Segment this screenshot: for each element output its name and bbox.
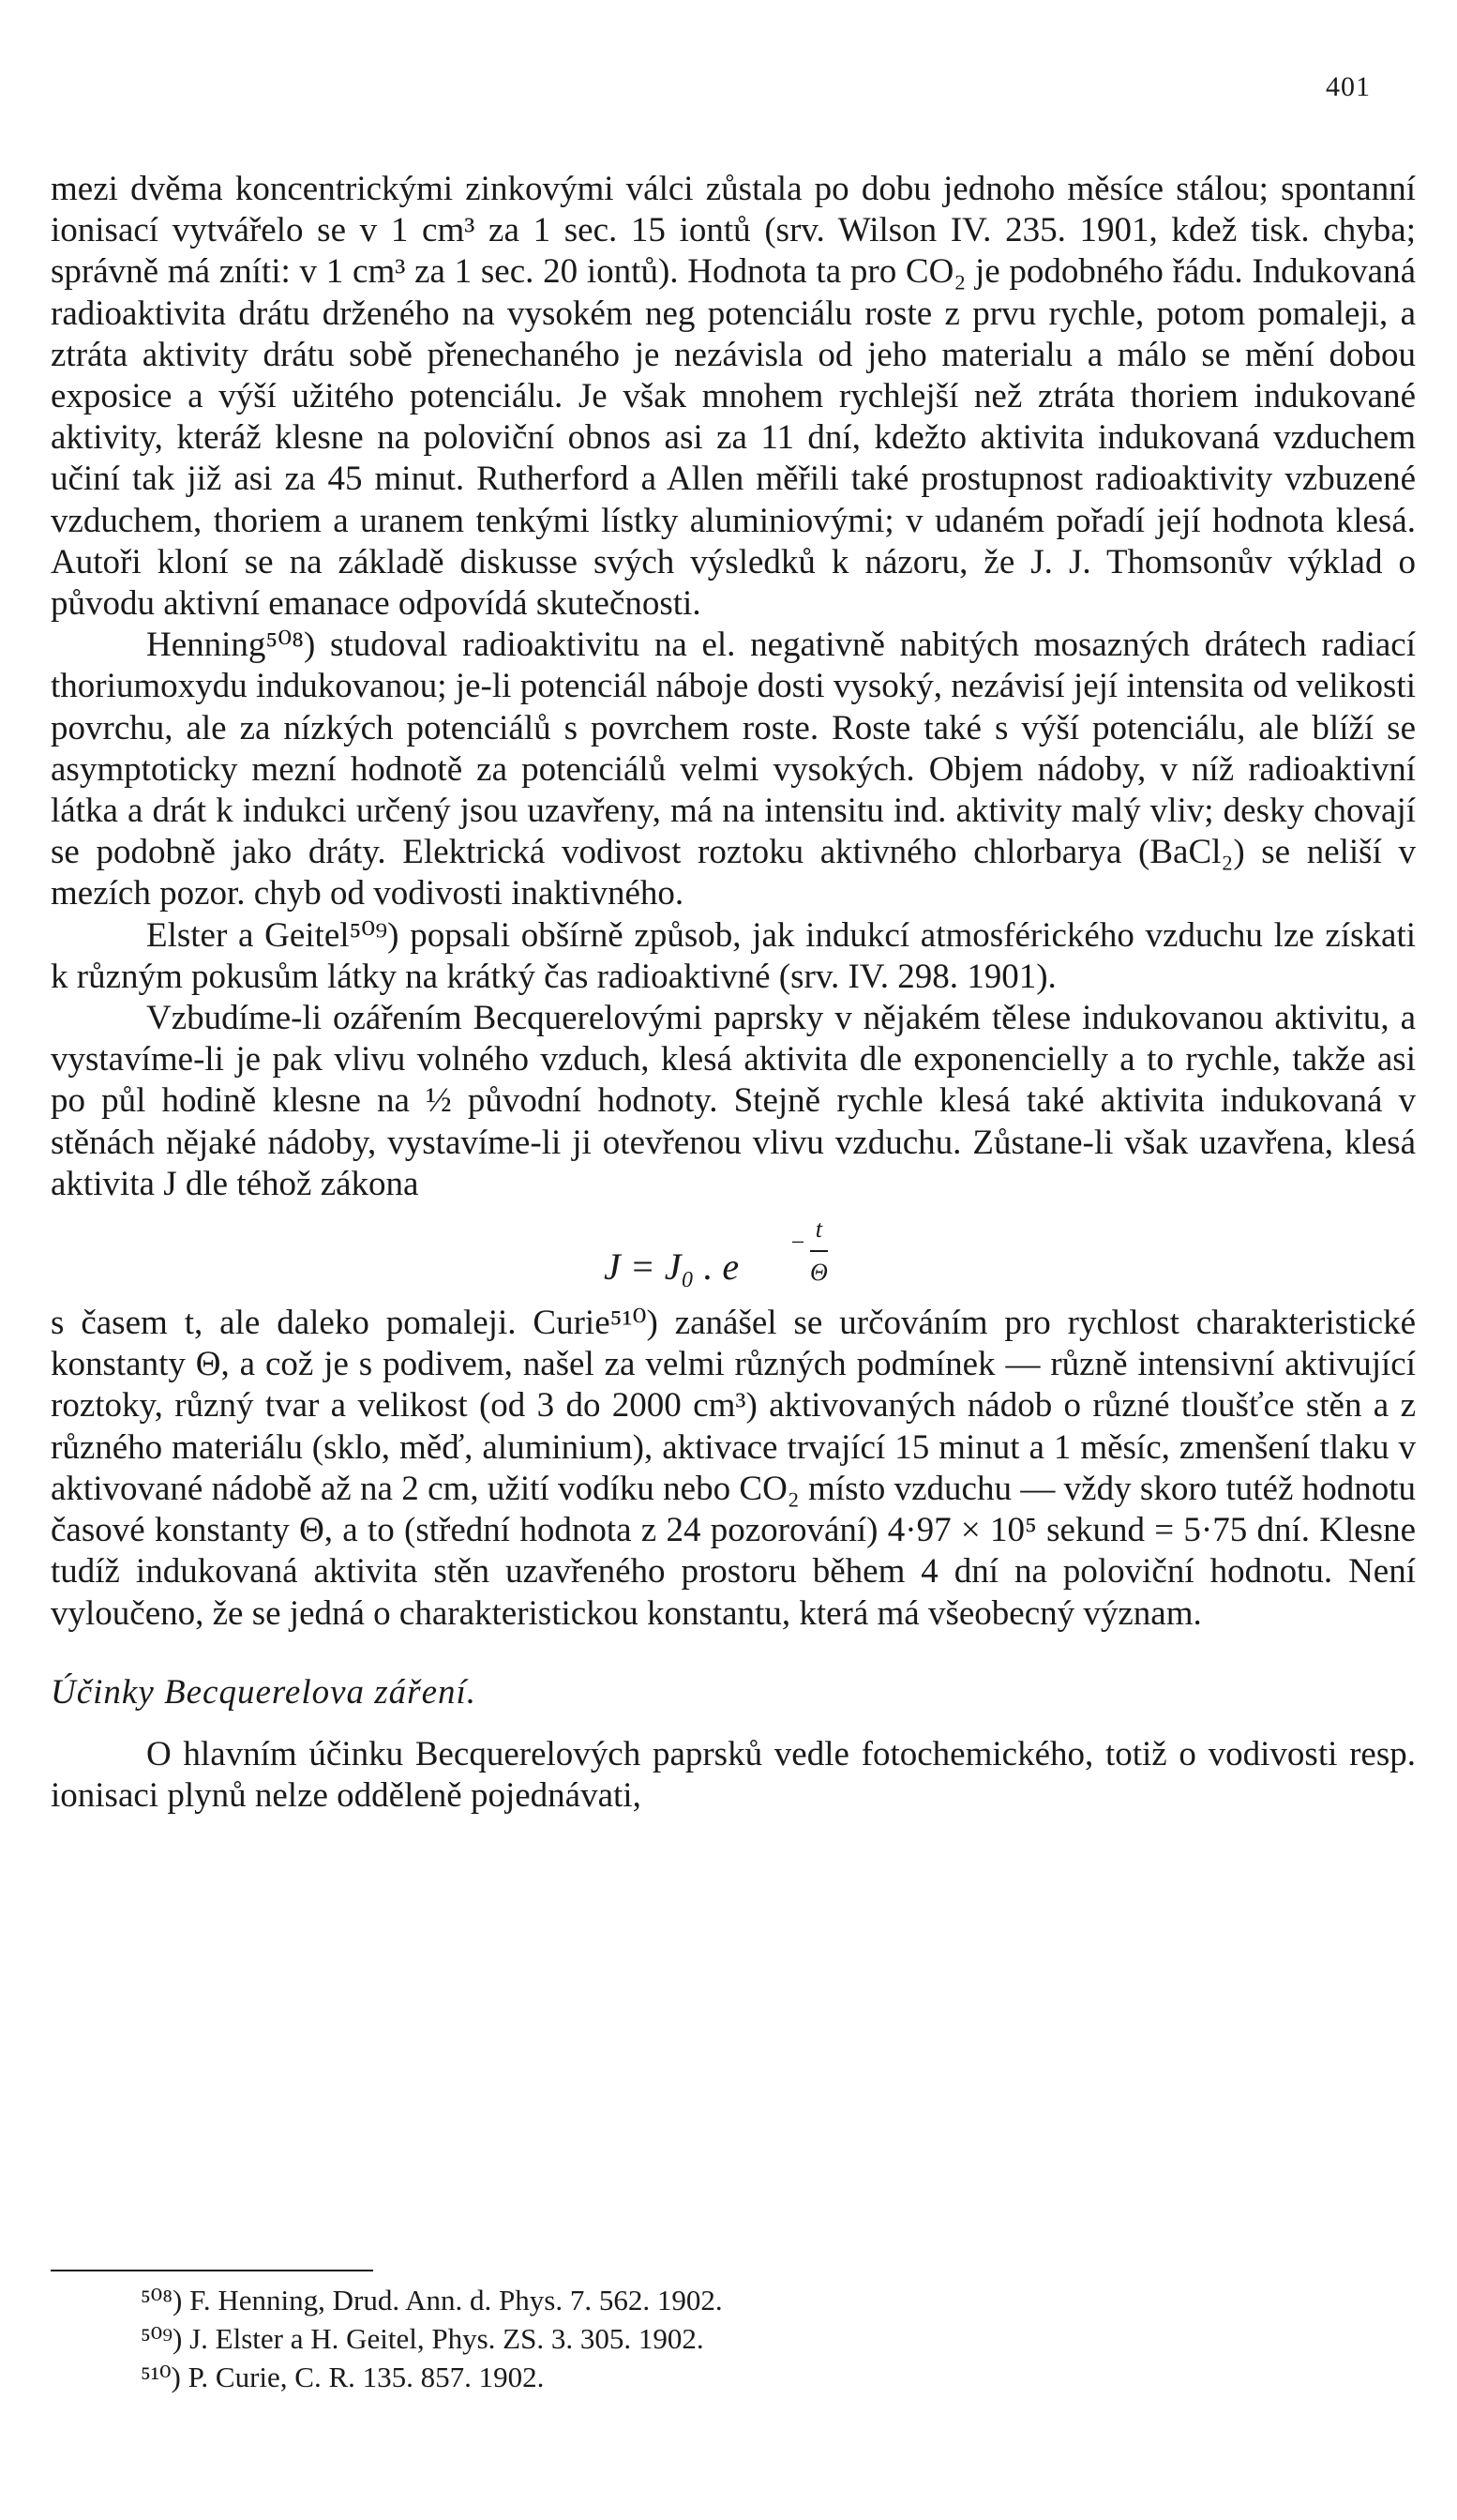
paragraph-becquerel-induced: Vzbudíme-li ozářením Becquerelovými paprsky v nějakém tělese indukovanou aktivitu, a vystavíme-li je pak vlivu volného vzduch, klesá aktivita dle exponencielly a to rychle, takže asi po půl hodině klesne na ½ původní hodnoty. Stejně rychle klesá také aktivita indukovaná v stěnách nějaké nádoby, vystavíme-li ji otevřenou vlivu vzduchu. Zůstane-li však uzavřena, klesá aktivita J dle téhož zákona — [51, 999, 1416, 1203]
section-heading: Účinky Becquerelova záření. — [51, 1672, 477, 1712]
paragraph-1: mezi dvěma koncentrickými zinkovými válci zůstala po dobu jednoho měsíce stálou; spontanní ionisací vytvářelo se v 1 cm³ za 1 sec. 15 iontů (srv. Wilson IV. 235. 1901, kdež tisk. chyba; správně má zníti: v 1 cm³ za 1 sec. 20 iontů). Hodnota ta pro CO₂ je podobného řádu. Indukovaná radioaktivita drátu drženého na vysokém neg potenciálu roste z prvu rychle, potom pomaleji, a ztráta aktivity drátu sobě přenechaného je nezávisla od jeho materialu a málo se mění dobou exposice a výší užitého potenciálu. Je však mnohem rychlejší než ztráta thoriem indukované aktivity, kteráž klesne na poloviční obnos asi za 11 dní, kdežto aktivita indukovaná vzduchem učiní tak již asi za 45 minut. Rutherford a Allen měřili také prostupnost radioaktivity vzbuzené vzduchem, thoriem a uranem tenkými lístky aluminiovými; v udaném pořadí její hodnota klesá. Autoři kloní se na základě diskusse svých výsledků k názoru, že J. J. Thomsonův výklad o původu aktivní emanace odpovídá skutečnosti. — [51, 170, 1416, 624]
decay-formula — [51, 1209, 1416, 1299]
footnotes — [141, 2281, 1359, 2396]
footnote-510: ⁵¹⁰) P. Curie, C. R. 135. 857. 1902. — [141, 2361, 545, 2393]
footnote-rule — [51, 2270, 373, 2271]
page-number: 401 — [1326, 71, 1371, 102]
paragraph-henning: Henning⁵⁰⁸) studoval radioaktivitu na el. negativně nabitých mosazných drátech radiací thoriumoxydu indukovanou; je-li potenciál náboje dosti vysoký, nezávisí její intensita od velikosti povrchu, ale za nízkých potenciálů s povrchem roste. Roste také s výší potenciálu, ale blíží se asymptoticky mezní hodnotě za potenciálů velmi vysokých. Objem nádoby, v níž radioaktivní látka a drát k indukci určený jsou uzavřeny, má na intensitu ind. aktivity malý vliv; desky chovají se podobně jako dráty. Elektrická vodivost roztoku aktivného chlorbarya (BaCl₂) se neliší v mezích pozor. chyb od vodivosti inaktivného. — [51, 626, 1416, 913]
formula-exponent-numerator: t — [810, 1209, 828, 1252]
formula-exponent-denominator: Θ — [810, 1259, 828, 1287]
paragraph-elster-geitel: Elster a Geitel⁵⁰⁹) popsali obšírně způsob, jak indukcí atmosférického vzduchu lze získati k různým pokusům látky na krátký čas radioaktivné (srv. IV. 298. 1901). — [51, 915, 1416, 996]
paragraph-main-effect: O hlavním účinku Becquerelových paprsků vedle fotochemického, totiž o vodivosti resp. ionisaci plynů nelze odděleně pojednávati, — [51, 1734, 1416, 1816]
formula-exponent — [789, 1209, 828, 1293]
main-text — [51, 169, 1416, 1817]
paragraph-curie: s časem t, ale daleko pomaleji. Curie⁵¹⁰) zanášel se určováním pro rychlost charakteristické konstanty Θ, a což je s podivem, našel za velmi různých podmínek — různě intensivní aktivující roztoky, různý tvar a velikost (od 3 do 2000 cm³) aktivovaných nádob o různé tloušťce stěn a z různého materiálu (sklo, měď, aluminium), aktivace trvající 15 minut a 1 měsíc, zmenšení tlaku v aktivované nádobě až na 2 cm, užití vodíku nebo CO₂ místo vzduchu — vždy skoro tutéž hodnotu časové konstanty Θ, a to (střední hodnota z 24 pozorování) 4·97 × 10⁵ sekund = 5·75 dní. Klesne tudíž indukovaná aktivita stěn uzavřeného prostoru během 4 dní na poloviční hodnotu. Není vyloučeno, že se jedná o charakteristickou konstantu, která má všeobecný význam. — [51, 1304, 1416, 1633]
formula-main: J = J₀ . e — [604, 1245, 740, 1289]
footnote-509: ⁵⁰⁹) J. Elster a H. Geitel, Phys. ZS. 3. 305. 1902. — [141, 2322, 704, 2355]
formula-exponent-sign: − — [789, 1229, 806, 1257]
footnote-508: ⁵⁰⁸) F. Henning, Drud. Ann. d. Phys. 7. 562. 1902. — [141, 2284, 723, 2316]
